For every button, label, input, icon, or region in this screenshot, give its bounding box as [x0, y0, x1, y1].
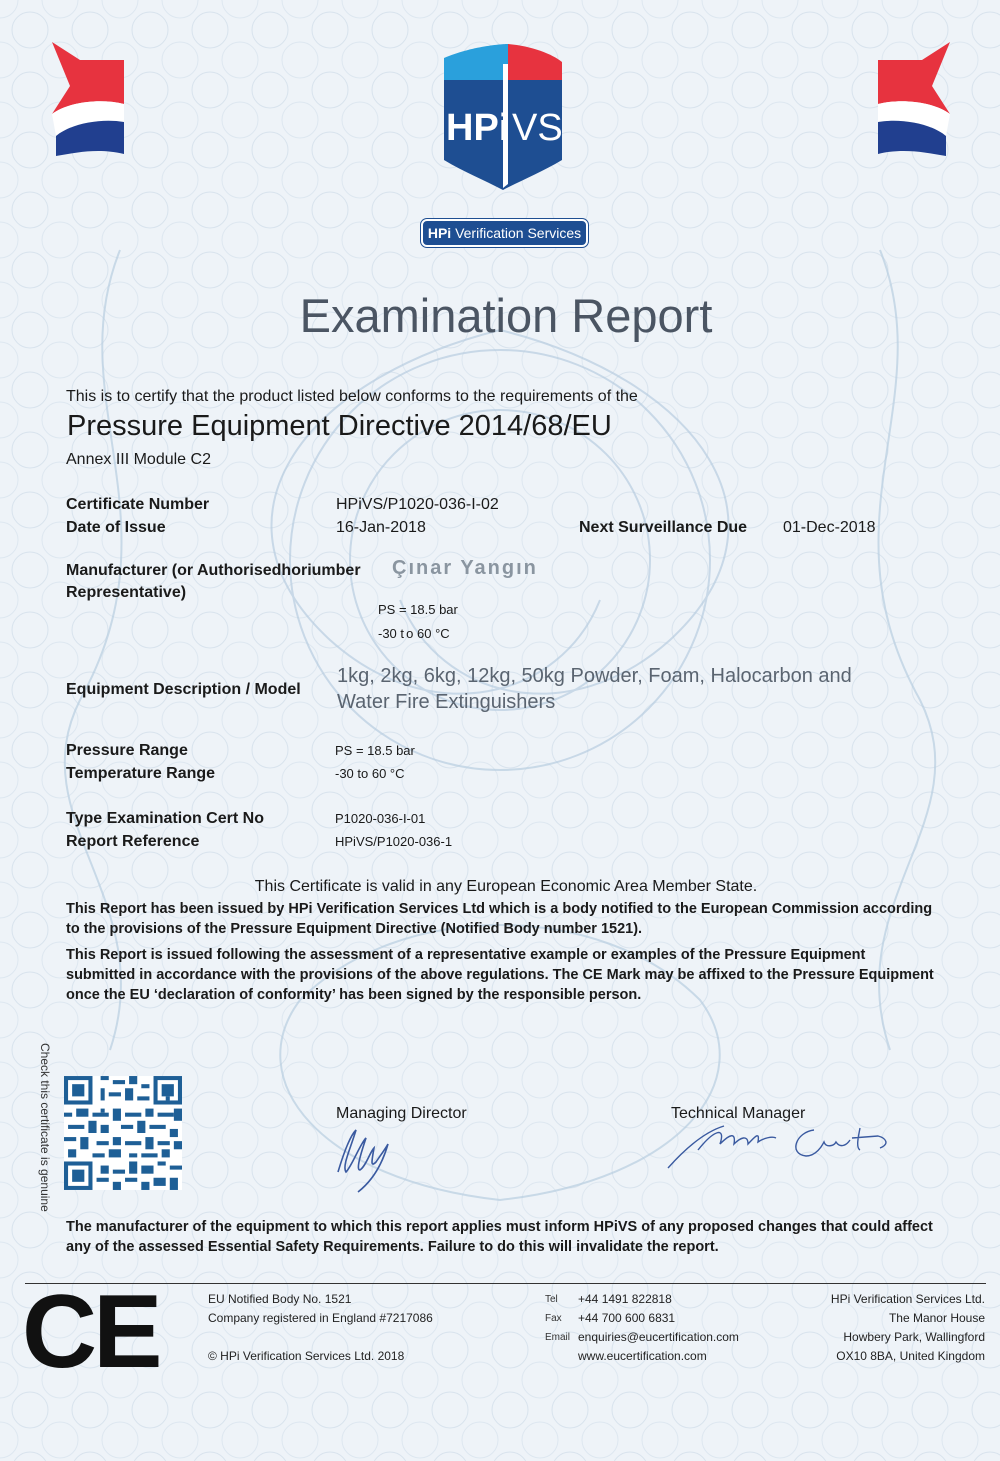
address-line-4: OX10 8BA, United Kingdom — [836, 1349, 985, 1363]
footer-contacts — [578, 1290, 739, 1366]
website-link[interactable]: www.eucertification.com — [578, 1349, 707, 1363]
directive-title: Pressure Equipment Directive 2014/68/EU — [67, 410, 612, 442]
temperature-range-value: -30 to 60 °C — [335, 766, 405, 781]
equipment-label: Equipment Description / Model — [66, 681, 301, 698]
temperature-range-label: Temperature Range — [66, 765, 216, 782]
overlay-temperature: -30 t o 60 °C — [378, 626, 450, 641]
right-ribbon-icon — [876, 42, 952, 156]
address-line-2: The Manor House — [888, 1311, 985, 1325]
report-reference-value: HPiVS/P1020-036-1 — [335, 834, 453, 849]
report-reference-label: Report Reference — [66, 833, 200, 850]
footer-left — [208, 1290, 433, 1366]
address-line-3: Howbery Park, Wallingford — [843, 1330, 985, 1344]
fax-label: Fax — [545, 1313, 562, 1324]
tel-value: +44 1491 822818 — [578, 1292, 672, 1306]
date-issue-label: Date of Issue — [66, 519, 166, 536]
assessment-paragraph: This Report is issued following the assessment of a representative example or examples of the Pressure Equipment submitted in accordance with the provisions of the above regulations. The CE Mark may be affixed to the Pressure Equipment once the EU ‘declaration of conformity’ has been signed by the responsible person. — [66, 947, 934, 1003]
cert-number-label: Certificate Number — [66, 496, 210, 513]
technical-manager-signature — [664, 1120, 894, 1172]
managing-director-signature — [330, 1122, 400, 1194]
equipment-line-2: Water Fire Extinguishers — [337, 691, 556, 713]
address-line-1: HPi Verification Services Ltd. — [830, 1292, 985, 1306]
tel-label: Tel — [545, 1294, 558, 1305]
logo-badge-hpi: HPi — [427, 225, 452, 241]
pressure-range-label: Pressure Range — [66, 742, 188, 759]
manufacturer-notice: The manufacturer of the equipment to which this report applies must inform HPiVS of any proposed changes that could affect any of the assessed Essential Safety Requirements. Failure to do this will invalidate the report. — [66, 1219, 933, 1255]
company-registration: Company registered in England #7217086 — [208, 1311, 433, 1325]
intro-text: This is to certify that the product listed below conforms to the requirements of the — [66, 388, 638, 405]
footer-divider — [25, 1283, 986, 1284]
footer-contact-labels — [545, 1290, 575, 1347]
logo-badge — [421, 219, 588, 247]
date-issue-value: 16-Jan-2018 — [336, 519, 426, 536]
overlay-pressure: PS = 18.5 bar — [378, 602, 458, 617]
footer-address — [780, 1290, 985, 1366]
qr-caption: Check this certificate is genuine — [38, 1043, 52, 1212]
copyright: © HPi Verification Services Ltd. 2018 — [208, 1349, 405, 1363]
type-exam-label: Type Examination Cert No — [66, 810, 264, 827]
qr-caption-wrap — [40, 1043, 64, 1223]
pressure-range-value: PS = 18.5 bar — [335, 743, 415, 758]
logo-mark-vs: VS — [512, 107, 563, 149]
notified-body-paragraph: This Report has been issued by HPi Verification Services Ltd which is a body notified to the European Commission according to the provisions of the Pressure Equipment Directive (Notified Body number 1521). — [66, 901, 933, 937]
validity-statement: This Certificate is valid in any European Economic Area Member State. — [254, 878, 758, 895]
logo-mark: HPi — [446, 107, 510, 149]
hpivs-logo-shield — [442, 44, 564, 192]
page-title: Examination Report — [299, 289, 713, 342]
notified-body-number: EU Notified Body No. 1521 — [208, 1292, 352, 1306]
fax-value: +44 700 600 6831 — [578, 1311, 676, 1325]
manufacturer-label: Manufacturer (or Authorisedhoriumber — [66, 562, 361, 579]
manufacturer-label-2: Representative) — [66, 584, 187, 601]
manufacturer-name: Çınar Yangın — [392, 557, 538, 579]
next-surveillance-label: Next Surveillance Due — [579, 519, 748, 536]
email-link[interactable]: enquiries@eucertification.com — [578, 1330, 739, 1344]
email-label: Email — [545, 1332, 571, 1343]
next-surveillance-value: 01-Dec-2018 — [783, 519, 876, 536]
logo-badge-text: Verification Services — [455, 225, 582, 241]
managing-director-label: Managing Director — [336, 1105, 467, 1122]
left-ribbon-icon — [50, 42, 126, 156]
annex-text: Annex III Module C2 — [66, 451, 211, 468]
cert-number-value: HPiVS/P1020-036-I-02 — [336, 496, 499, 513]
type-exam-value: P1020-036-I-01 — [335, 811, 426, 826]
qr-code-icon[interactable] — [64, 1076, 182, 1190]
technical-manager-label: Technical Manager — [671, 1105, 806, 1122]
ce-mark-icon: CE — [22, 1274, 159, 1390]
equipment-line-1: 1kg, 2kg, 6kg, 12kg, 50kg Powder, Foam, Halocarbon and — [337, 665, 852, 687]
